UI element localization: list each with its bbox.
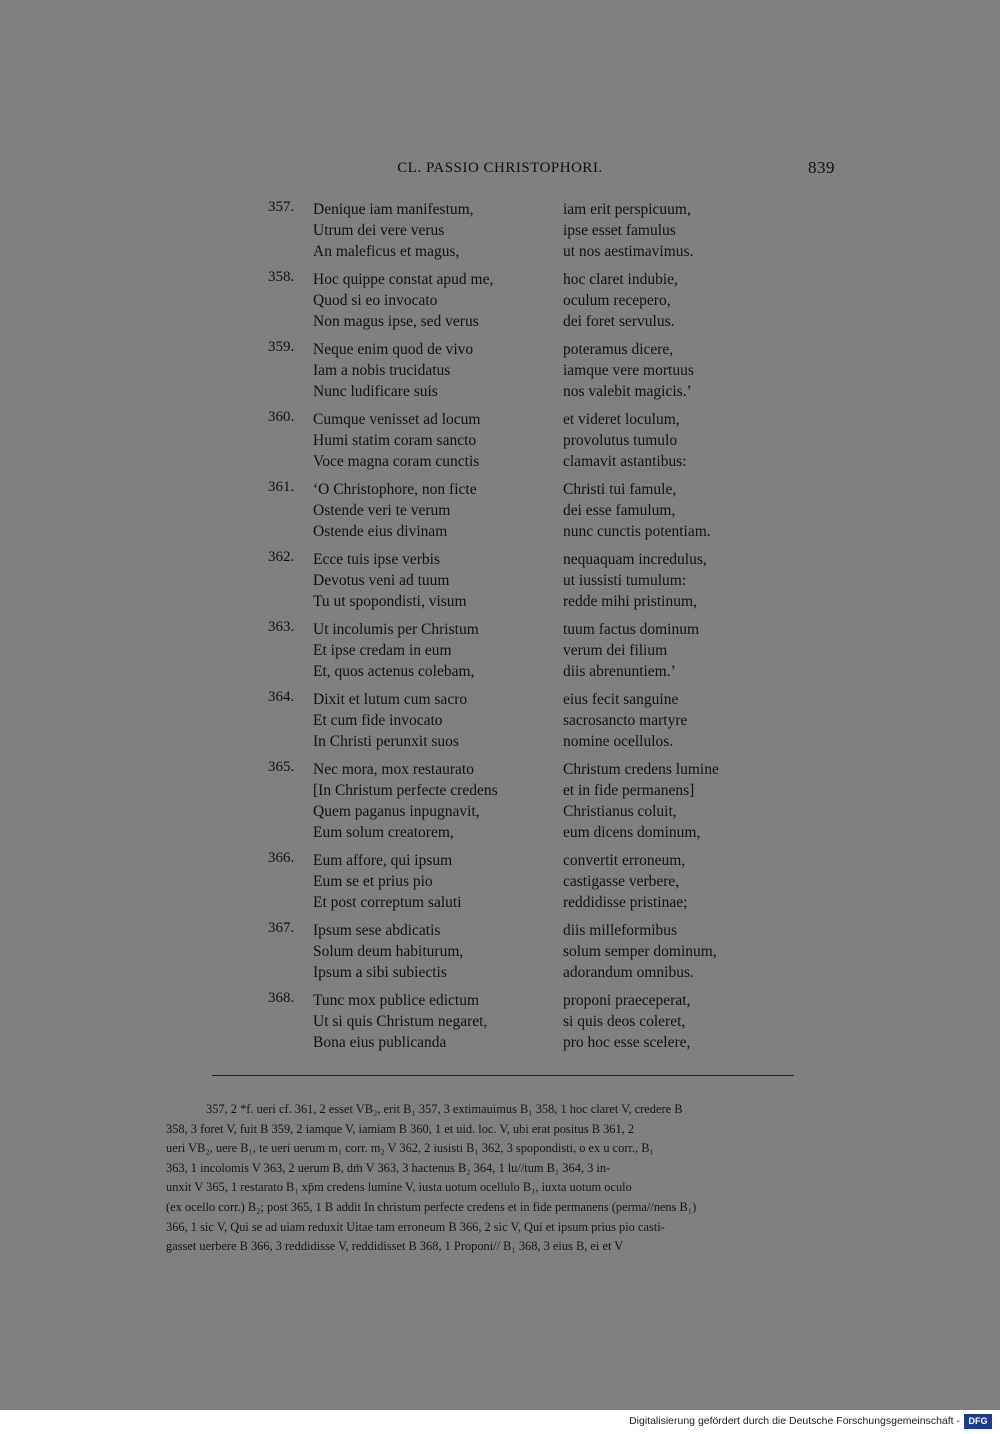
verse-left-hemistich: Eum se et prius pio (313, 873, 433, 890)
verse-left-hemistich: Non magus ipse, sed verus (313, 313, 479, 330)
stanza (268, 759, 788, 850)
funding-text: Digitalisierung gefördert durch die Deutsche Forschungsgemeinschaft - (629, 1415, 960, 1427)
verse-left-hemistich: Et post correptum saluti (313, 894, 462, 911)
stanza-number: 365. (268, 759, 295, 775)
stanza-number: 368. (268, 990, 295, 1006)
stanza-number: 360. (268, 409, 295, 425)
verse-left-hemistich: Hoc quippe constat apud me, (313, 271, 494, 288)
dfg-logo-icon: DFG (964, 1414, 992, 1429)
stanza-number: 362. (268, 549, 295, 565)
verse-right-hemistich: oculum recepero, (563, 292, 671, 309)
verse-left-hemistich: Eum affore, qui ipsum (313, 852, 453, 869)
footnote-line: 363, 1 incolomis V 363, 2 uerum B, dm̄ V 363, 3 hactenus B₂ 364, 1 lu//tum B₁ 364, 3 in- (166, 1160, 611, 1175)
verse-left-hemistich: Quem paganus inpugnavit, (313, 803, 480, 820)
stanza-number: 363. (268, 619, 295, 635)
stanza (268, 409, 788, 479)
stanza (268, 689, 788, 759)
running-title: CL. PASSIO CHRISTOPHORI. (397, 160, 603, 176)
stanza (268, 269, 788, 339)
stanza (268, 339, 788, 409)
verse-left-hemistich: Ipsum a sibi subiectis (313, 964, 447, 981)
verse-right-hemistich: sacrosancto martyre (563, 712, 688, 729)
verse-right-hemistich: Christianus coluit, (563, 803, 677, 820)
verse-left-hemistich: In Christi perunxit suos (313, 733, 459, 750)
verse-left-hemistich: Ipsum sese abdicatis (313, 922, 441, 939)
verse-left-hemistich: An maleficus et magus, (313, 243, 460, 260)
verse-right-hemistich: proponi praeceperat, (563, 992, 691, 1009)
verse-right-hemistich: tuum factus dominum (563, 621, 700, 638)
verse-right-hemistich: iam erit perspicuum, (563, 201, 691, 218)
verse-left-hemistich: Voce magna coram cunctis (313, 453, 480, 470)
footnote-line: ueri VB₂, uere B₁, te ueri uerum m₁ corr. m₂ V 362, 2 iusisti B₁ 362, 3 spopondisti, o ex u corr., B₁ (166, 1141, 654, 1156)
stanza (268, 549, 788, 619)
verse-right-hemistich: hoc claret indubie, (563, 271, 678, 288)
stanza (268, 990, 788, 1060)
stanza-number: 364. (268, 689, 295, 705)
verse-right-hemistich: poteramus dicere, (563, 341, 674, 358)
page-number: 839 (808, 158, 835, 177)
stanza-number: 367. (268, 920, 295, 936)
verse-right-hemistich: nos valebit magicis.’ (563, 383, 692, 400)
stanza-number: 366. (268, 850, 295, 866)
stanza (268, 920, 788, 990)
verse-right-hemistich: diis milleformibus (563, 922, 678, 939)
verse-left-hemistich: [In Christum perfecte credens (313, 782, 498, 799)
verse-right-hemistich: si quis deos coleret, (563, 1013, 686, 1030)
verse-right-hemistich: diis abrenuntiem.’ (563, 663, 676, 680)
stanza-number: 357. (268, 199, 295, 215)
critical-apparatus (166, 1100, 836, 1257)
footnote-line: (ex ocello corr.) B₂; post 365, 1 B addit In christum perfecte credens et in fide permanens (perma//nens B₁) (166, 1199, 697, 1214)
verse-left-hemistich: ‘O Christophore, non ficte (313, 481, 477, 498)
verse-right-hemistich: castigasse verbere, (563, 873, 680, 890)
verse-right-hemistich: verum dei filium (563, 642, 668, 659)
verse-right-hemistich: Christum credens lumine (563, 761, 719, 778)
verse-left-hemistich: Dixit et lutum cum sacro (313, 691, 468, 708)
verse-right-hemistich: ipse esset famulus (563, 222, 676, 239)
footnote-line: unxit V 365, 1 restarato B₁ xp̄m credens lumine V, iusta uotum ocellulo B₁, iuxta uotum oculo (166, 1180, 632, 1195)
verse-left-hemistich: Iam a nobis trucidatus (313, 362, 451, 379)
verse-right-hemistich: nequaquam incredulus, (563, 551, 707, 568)
verse-right-hemistich: convertit erroneum, (563, 852, 686, 869)
stanza (268, 850, 788, 920)
verse-left-hemistich: Bona eius publicanda (313, 1034, 447, 1051)
verse-left-hemistich: Humi statim coram sancto (313, 432, 477, 449)
stanza-number: 358. (268, 269, 295, 285)
verse-right-hemistich: pro hoc esse scelere, (563, 1034, 691, 1051)
verse-left-hemistich: Nec mora, mox restaurato (313, 761, 474, 778)
verse-right-hemistich: provolutus tumulo (563, 432, 678, 449)
verse-right-hemistich: ut iussisti tumulum: (563, 572, 687, 589)
verse-right-hemistich: clamavit astantibus: (563, 453, 687, 470)
verse-left-hemistich: Quod si eo invocato (313, 292, 438, 309)
verse-left-hemistich: Et ipse credam in eum (313, 642, 452, 659)
stanza-number: 361. (268, 479, 295, 495)
verse-right-hemistich: iamque vere mortuus (563, 362, 694, 379)
verse-right-hemistich: Christi tui famule, (563, 481, 677, 498)
footnote-line: 358, 3 foret V, fuit B 359, 2 iamque V, iamiam B 360, 1 et uid. loc. V, ubi erat positus B 361, 2 (166, 1121, 635, 1136)
verse-right-hemistich: dei esse famulum, (563, 502, 676, 519)
verse-left-hemistich: Cumque venisset ad locum (313, 411, 481, 428)
footnote-line: gasset uerbere B 366, 3 reddidisse V, reddidisset B 368, 1 Proponi// B₁ 368, 3 eius B, ei et V (166, 1239, 624, 1254)
verse-right-hemistich: ut nos aestimavimus. (563, 243, 694, 260)
verse-left-hemistich: Neque enim quod de vivo (313, 341, 474, 358)
verse-left-hemistich: Denique iam manifestum, (313, 201, 474, 218)
verse-right-hemistich: redde mihi pristinum, (563, 593, 697, 610)
stanza (268, 479, 788, 549)
footnote-divider (212, 1075, 794, 1076)
verse-right-hemistich: et videret loculum, (563, 411, 680, 428)
footnote-line: 366, 1 sic V, Qui se ad uiam reduxit Uitae tam erroneum B 366, 2 sic V, Qui et ipsum prius pio casti- (166, 1219, 665, 1234)
verse-right-hemistich: reddidisse pristinae; (563, 894, 688, 911)
verse-left-hemistich: Ostende eius divinam (313, 523, 448, 540)
verse-left-hemistich: Tu ut spopondisti, visum (313, 593, 467, 610)
verse-right-hemistich: eum dicens dominum, (563, 824, 701, 841)
verse-left-hemistich: Eum solum creatorem, (313, 824, 454, 841)
funding-footer (0, 1410, 1000, 1434)
verse-left-hemistich: Tunc mox publice edictum (313, 992, 480, 1009)
verse-right-hemistich: nunc cunctis potentiam. (563, 523, 711, 540)
verse-left-hemistich: Ecce tuis ipse verbis (313, 551, 440, 568)
verse-right-hemistich: eius fecit sanguine (563, 691, 679, 708)
verse-right-hemistich: solum semper dominum, (563, 943, 717, 960)
stanza (268, 619, 788, 689)
verse-right-hemistich: adorandum omnibus. (563, 964, 694, 981)
verse-left-hemistich: Nunc ludificare suis (313, 383, 438, 400)
verse-left-hemistich: Ut si quis Christum negaret, (313, 1013, 488, 1030)
verse-right-hemistich: nomine ocellulos. (563, 733, 674, 750)
verse-right-hemistich: et in fide permanens] (563, 782, 695, 799)
verse-left-hemistich: Utrum dei vere verus (313, 222, 445, 239)
stanza (268, 199, 788, 269)
verse-left-hemistich: Devotus veni ad tuum (313, 572, 450, 589)
verse-left-hemistich: Et, quos actenus colebam, (313, 663, 475, 680)
footnote-line: 357, 2 *f. ueri cf. 361, 2 esset VB₂, erit B₁ 357, 3 extimauimus B₁ 358, 1 hoc claret V, credere B (206, 1102, 683, 1116)
verse-right-hemistich: dei foret servulus. (563, 313, 675, 330)
verse-left-hemistich: Ostende veri te verum (313, 502, 451, 519)
verse-left-hemistich: Solum deum habiturum, (313, 943, 464, 960)
poem-stanzas (268, 199, 788, 1060)
verse-left-hemistich: Et cum fide invocato (313, 712, 443, 729)
stanza-number: 359. (268, 339, 295, 355)
verse-left-hemistich: Ut incolumis per Christum (313, 621, 479, 638)
